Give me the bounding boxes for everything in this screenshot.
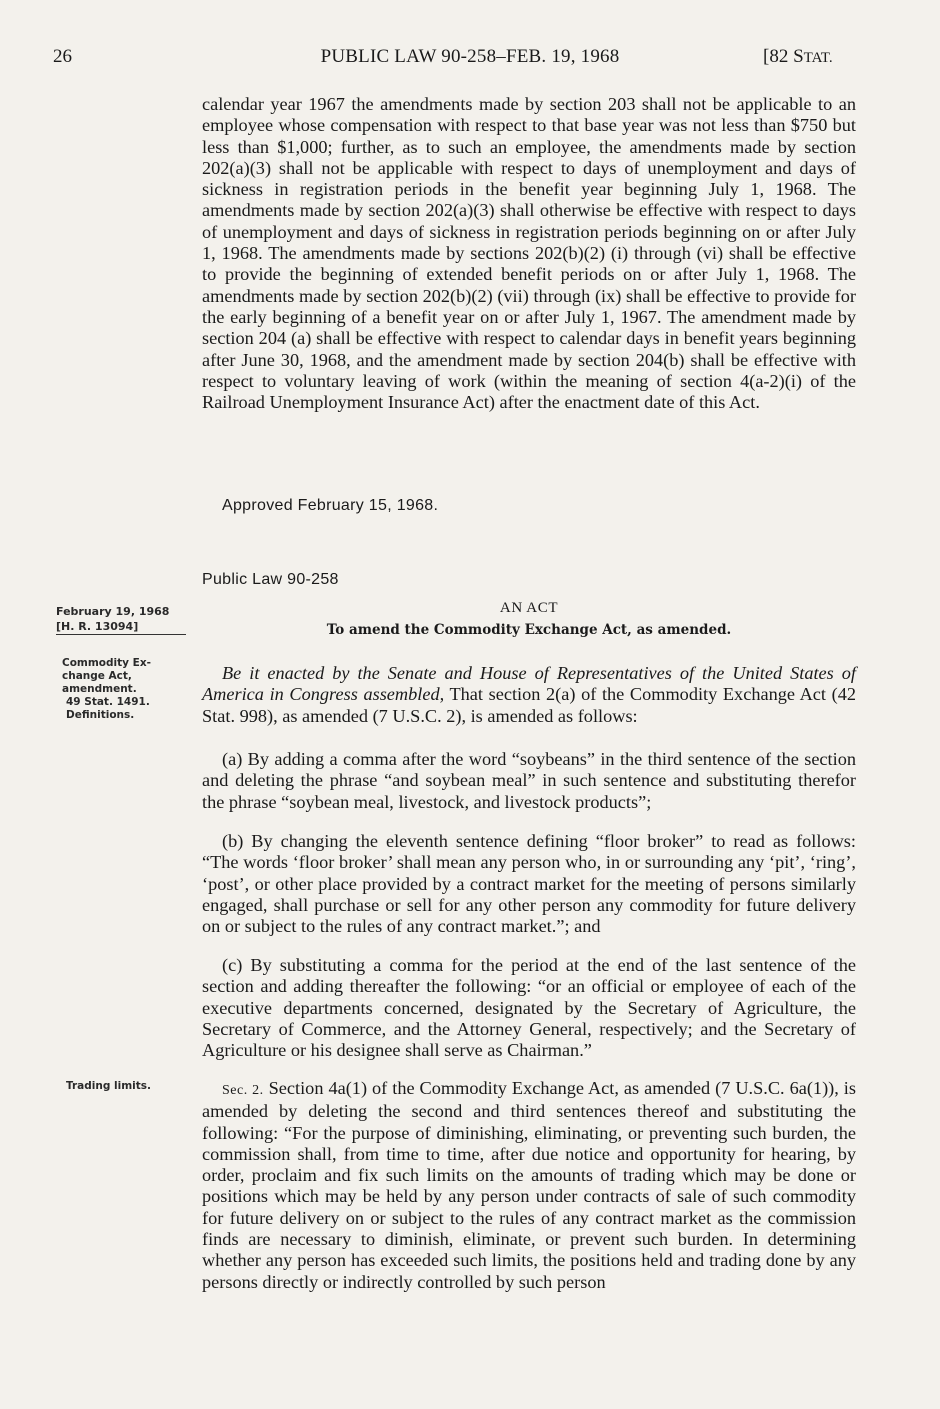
- margin-date: February 19, 1968: [56, 605, 170, 618]
- margin-line: change Act,: [62, 670, 132, 682]
- statute-ref-suffix: TAT.: [803, 50, 833, 66]
- margin-line: Commodity Ex-: [62, 657, 151, 669]
- running-head: PUBLIC LAW 90-258–FEB. 19, 1968: [320, 46, 620, 67]
- statute-ref-prefix: [82 S: [763, 46, 804, 67]
- act-subtitle: To amend the Commodity Exchange Act, as amended.: [326, 622, 732, 638]
- paragraph-b: (b) By changing the eleventh sentence defining “floor broker” to read as follows: “The words ‘floor broker’ shall mean any person who, in or surrounding any ‘pit’, ‘ring’, ‘post’, or other place provided by a contract market for the meeting of persons similarly engaged, shall purchase or sell for any other person any commodity for future delivery on or subject to the rules of any contract market.”; and: [202, 831, 856, 937]
- section-2: [202, 1078, 856, 1293]
- enacting-clause-text: That section 2(a) of the Commodity Exchange Act (42 Stat. 998), as amended (7 U.S.C. 2), is amended as follows:: [202, 684, 856, 726]
- section-2-label: Sec. 2.: [222, 1083, 264, 1098]
- approval-line: Approved February 15, 1968.: [222, 497, 439, 514]
- page-number: 26: [53, 46, 72, 67]
- page-header: [0, 44, 940, 72]
- margin-bill-number: [H. R. 13094]: [56, 620, 139, 633]
- section-2-text: Section 4a(1) of the Commodity Exchange Act, as amended (7 U.S.C. 6a(1)), is amended by deleting the second and third sentences thereof and substituting the following: “For the purpose of diminishing, eliminating, or preventing such burden, the commission shall, from time to time, after due notice and opportunity for hearing, by order, proclaim and fix such limits on the amounts of trading which may be done or positions which may be held by any person under contracts of sale of such commodity for future delivery on or subject to the rules of any contract market as the commission finds are necessary to diminish, eliminate, or prevent such burden. In determining whether any person has exceeded such limits, the positions held and trading done by any persons directly or indirectly controlled by such person: [202, 1078, 856, 1292]
- margin-line: amendment.: [62, 683, 137, 695]
- public-law-title: Public Law 90-258: [202, 571, 339, 588]
- act-heading: AN ACT: [499, 600, 559, 616]
- continuation-paragraph: calendar year 1967 the amendments made by section 203 shall not be applicable to an employee whose compensation with respect to that base year was not less than $750 but less than $1,000; further, as to such an employee, the amendments made by section 202(a)(3) shall not be applicable with respect to days of unemployment and days of sickness in registration periods in the benefit year beginning July 1, 1968. The amendments made by section 202(a)(3) shall otherwise be effective with respect to days of unemployment and days of sickness in registration periods beginning on or after July 1, 1968. The amendments made by sections 202(b)(2) (i) through (vi) shall be effective to provide the beginning of extended benefit periods on or after July 1, 1968. The amendments made by section 202(b)(2) (vii) through (ix) shall be effective to provide for the early beginning of a benefit year on or after July 1, 1967. The amendment made by section 204 (a) shall be effective with respect to calendar days in benefit years beginning after June 30, 1968, and the amendment made by section 204(b) shall be effective with respect to voluntary leaving of work (within the meaning of section 4(a-2)(i) of the Railroad Unemployment Insurance Act) after the enactment date of this Act.: [202, 94, 856, 413]
- enacting-clause-italic: Be it enacted by the Senate and House of Representatives of the United States of America in Congress assembled,: [202, 663, 856, 705]
- statute-reference: [763, 46, 833, 68]
- paragraph-a: (a) By adding a comma after the word “soybeans” in the third sentence of the section and deleting the phrase “and soybean meal” in such sentence and substituting therefor the phrase “soybean meal, livestock, and livestock products”;: [202, 749, 856, 812]
- margin-note-trading: Trading limits.: [66, 1080, 152, 1092]
- margin-note-commodity: [62, 657, 187, 722]
- margin-line: 49 Stat. 1491.: [66, 696, 150, 708]
- enacting-clause: [202, 663, 856, 727]
- margin-divider: [56, 634, 186, 635]
- margin-note-date: [56, 604, 181, 634]
- margin-line: Definitions.: [66, 709, 135, 721]
- paragraph-c: (c) By substituting a comma for the period at the end of the last sentence of the section and adding thereafter the following: “or an official or employee of each of the executive departments concerned, designated by the Secretary of Agriculture, the Secretary of Commerce, and the Attorney General, respectively; and the Secretary of Agriculture or his designee shall serve as Chairman.”: [202, 955, 856, 1061]
